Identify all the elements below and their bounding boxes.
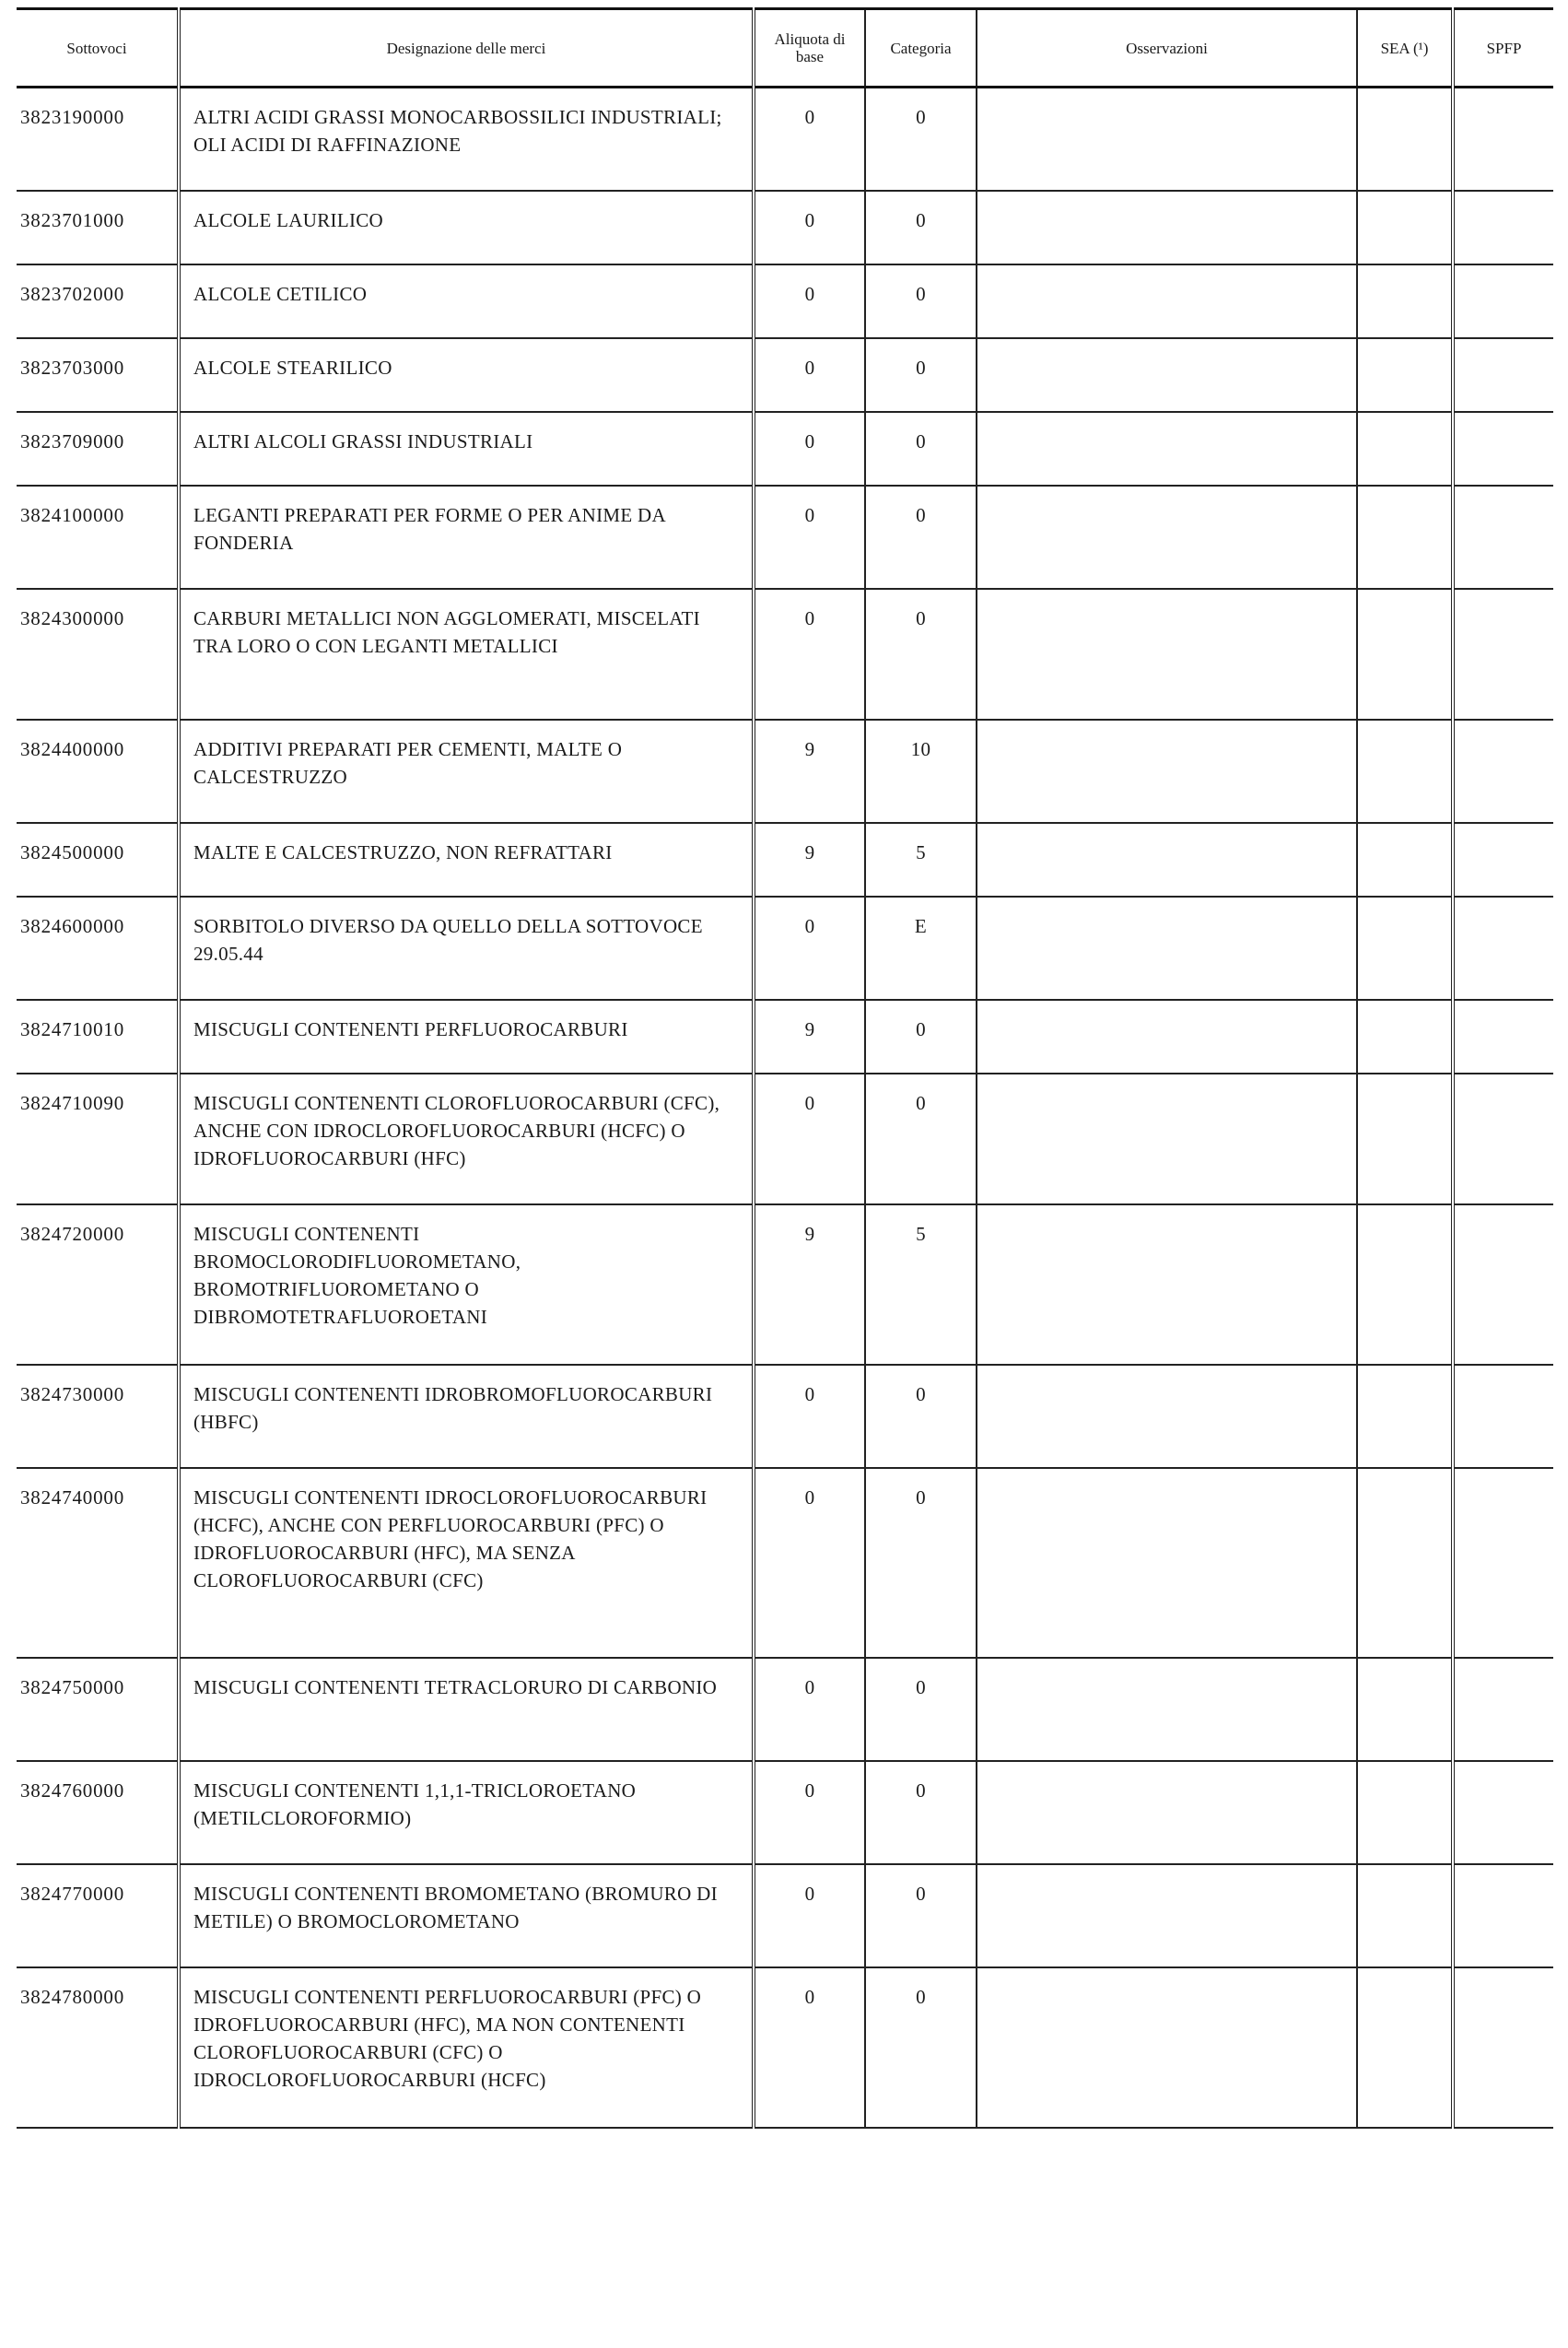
cell-category: 0 [865, 1468, 977, 1658]
cell-sea [1357, 1000, 1453, 1074]
table-body [17, 88, 1553, 2128]
cell-sea [1357, 1365, 1453, 1468]
cell-base-rate: 0 [754, 589, 865, 720]
cell-remarks [977, 1074, 1357, 1204]
cell-spfp [1453, 486, 1553, 589]
cell-spfp [1453, 1074, 1553, 1204]
cell-sea [1357, 897, 1453, 1000]
cell-spfp [1453, 1468, 1553, 1658]
cell-base-rate: 0 [754, 1468, 865, 1658]
cell-remarks [977, 1000, 1357, 1074]
cell-description: MISCUGLI CONTENENTI 1,1,1-TRICLOROETANO (METILCLOROFORMIO) [179, 1761, 754, 1864]
cell-spfp [1453, 897, 1553, 1000]
cell-code: 3824720000 [17, 1204, 179, 1365]
cell-remarks [977, 1468, 1357, 1658]
cell-category: 0 [865, 88, 977, 191]
table-row [17, 412, 1553, 486]
cell-code: 3823701000 [17, 191, 179, 264]
table-row [17, 1864, 1553, 1967]
cell-spfp [1453, 589, 1553, 720]
cell-base-rate: 0 [754, 1365, 865, 1468]
table-row [17, 720, 1553, 823]
cell-spfp [1453, 1761, 1553, 1864]
cell-base-rate: 9 [754, 1000, 865, 1074]
cell-description: MISCUGLI CONTENENTI PERFLUOROCARBURI [179, 1000, 754, 1074]
cell-base-rate: 0 [754, 1658, 865, 1761]
cell-code: 3823702000 [17, 264, 179, 338]
cell-sea [1357, 338, 1453, 412]
cell-remarks [977, 1365, 1357, 1468]
table-row [17, 1365, 1553, 1468]
cell-spfp [1453, 720, 1553, 823]
table-row [17, 486, 1553, 589]
cell-sea [1357, 264, 1453, 338]
cell-remarks [977, 1864, 1357, 1967]
cell-description: MISCUGLI CONTENENTI IDROBROMOFLUOROCARBURI (HBFC) [179, 1365, 754, 1468]
cell-base-rate: 0 [754, 338, 865, 412]
cell-spfp [1453, 412, 1553, 486]
cell-remarks [977, 589, 1357, 720]
cell-description: MISCUGLI CONTENENTI CLOROFLUOROCARBURI (CFC), ANCHE CON IDROCLOROFLUOROCARBURI (HCFC) O IDROFLUOROCARBURI (HFC) [179, 1074, 754, 1204]
cell-category: 0 [865, 1967, 977, 2128]
cell-remarks [977, 486, 1357, 589]
cell-category: 0 [865, 264, 977, 338]
cell-remarks [977, 191, 1357, 264]
cell-spfp [1453, 1967, 1553, 2128]
table-row [17, 1204, 1553, 1365]
table-row [17, 1761, 1553, 1864]
cell-category: 0 [865, 1864, 977, 1967]
cell-spfp [1453, 1204, 1553, 1365]
cell-description: ALTRI ALCOLI GRASSI INDUSTRIALI [179, 412, 754, 486]
cell-sea [1357, 412, 1453, 486]
header-remarks: Osservazioni [977, 9, 1357, 88]
cell-description: LEGANTI PREPARATI PER FORME O PER ANIME DA FONDERIA [179, 486, 754, 589]
cell-remarks [977, 1204, 1357, 1365]
cell-base-rate: 0 [754, 88, 865, 191]
table-row [17, 1074, 1553, 1204]
cell-base-rate: 0 [754, 1864, 865, 1967]
cell-description: CARBURI METALLICI NON AGGLOMERATI, MISCELATI TRA LORO O CON LEGANTI METALLICI [179, 589, 754, 720]
cell-base-rate: 0 [754, 486, 865, 589]
cell-remarks [977, 412, 1357, 486]
header-spfp: SPFP [1453, 9, 1553, 88]
cell-spfp [1453, 1658, 1553, 1761]
cell-code: 3824600000 [17, 897, 179, 1000]
cell-description: SORBITOLO DIVERSO DA QUELLO DELLA SOTTOVOCE 29.05.44 [179, 897, 754, 1000]
table-row [17, 1468, 1553, 1658]
header-description: Designazione delle merci [179, 9, 754, 88]
cell-description: MALTE E CALCESTRUZZO, NON REFRATTARI [179, 823, 754, 897]
cell-base-rate: 0 [754, 1761, 865, 1864]
cell-category: 0 [865, 1365, 977, 1468]
cell-category: 5 [865, 823, 977, 897]
cell-description: ALTRI ACIDI GRASSI MONOCARBOSSILICI INDUSTRIALI; OLI ACIDI DI RAFFINAZIONE [179, 88, 754, 191]
header-sea: SEA (¹) [1357, 9, 1453, 88]
cell-remarks [977, 1967, 1357, 2128]
cell-category: 0 [865, 1074, 977, 1204]
cell-code: 3824710090 [17, 1074, 179, 1204]
cell-sea [1357, 1074, 1453, 1204]
cell-sea [1357, 1967, 1453, 2128]
table-row [17, 823, 1553, 897]
cell-remarks [977, 897, 1357, 1000]
cell-code: 3824300000 [17, 589, 179, 720]
cell-base-rate: 0 [754, 412, 865, 486]
cell-category: 0 [865, 1658, 977, 1761]
cell-code: 3824770000 [17, 1864, 179, 1967]
cell-sea [1357, 720, 1453, 823]
table-row [17, 191, 1553, 264]
cell-category: 0 [865, 338, 977, 412]
cell-sea [1357, 1468, 1453, 1658]
cell-description: MISCUGLI CONTENENTI PERFLUOROCARBURI (PFC) O IDROFLUOROCARBURI (HFC), MA NON CONTENENTI CLOROFLUOROCARBURI (CFC) O IDROCLOROFLUOROCARBURI (HCFC) [179, 1967, 754, 2128]
table-row [17, 338, 1553, 412]
cell-code: 3824500000 [17, 823, 179, 897]
cell-description: MISCUGLI CONTENENTI IDROCLOROFLUOROCARBURI (HCFC), ANCHE CON PERFLUOROCARBURI (PFC) O IDROFLUOROCARBURI (HFC), MA SENZA CLOROFLUOROCARBURI (CFC) [179, 1468, 754, 1658]
cell-sea [1357, 486, 1453, 589]
cell-spfp [1453, 1000, 1553, 1074]
cell-code: 3823190000 [17, 88, 179, 191]
table-row [17, 1658, 1553, 1761]
cell-spfp [1453, 191, 1553, 264]
cell-description: MISCUGLI CONTENENTI BROMOMETANO (BROMURO DI METILE) O BROMOCLOROMETANO [179, 1864, 754, 1967]
cell-description: ALCOLE LAURILICO [179, 191, 754, 264]
cell-category: 10 [865, 720, 977, 823]
cell-sea [1357, 823, 1453, 897]
cell-spfp [1453, 1864, 1553, 1967]
table-row [17, 88, 1553, 191]
cell-remarks [977, 823, 1357, 897]
header-base-rate: Aliquota di base [754, 9, 865, 88]
cell-category: 0 [865, 412, 977, 486]
cell-base-rate: 9 [754, 823, 865, 897]
cell-code: 3824730000 [17, 1365, 179, 1468]
cell-remarks [977, 264, 1357, 338]
cell-code: 3824710010 [17, 1000, 179, 1074]
cell-category: 0 [865, 589, 977, 720]
cell-base-rate: 9 [754, 1204, 865, 1365]
table-row [17, 1000, 1553, 1074]
cell-sea [1357, 88, 1453, 191]
cell-spfp [1453, 1365, 1553, 1468]
cell-sea [1357, 191, 1453, 264]
cell-sea [1357, 1658, 1453, 1761]
cell-category: E [865, 897, 977, 1000]
cell-code: 3823709000 [17, 412, 179, 486]
cell-category: 0 [865, 1761, 977, 1864]
header-category: Categoria [865, 9, 977, 88]
cell-code: 3824100000 [17, 486, 179, 589]
cell-code: 3823703000 [17, 338, 179, 412]
cell-spfp [1453, 88, 1553, 191]
cell-description: MISCUGLI CONTENENTI BROMOCLORODIFLUOROMETANO, BROMOTRIFLUOROMETANO O DIBROMOTETRAFLUOROETANI [179, 1204, 754, 1365]
cell-code: 3824760000 [17, 1761, 179, 1864]
cell-category: 0 [865, 1000, 977, 1074]
cell-category: 5 [865, 1204, 977, 1365]
cell-description: MISCUGLI CONTENENTI TETRACLORURO DI CARBONIO [179, 1658, 754, 1761]
cell-sea [1357, 589, 1453, 720]
cell-base-rate: 9 [754, 720, 865, 823]
cell-sea [1357, 1204, 1453, 1365]
header-code: Sottovoci [17, 9, 179, 88]
tariff-table [17, 7, 1553, 2129]
cell-base-rate: 0 [754, 191, 865, 264]
cell-sea [1357, 1761, 1453, 1864]
cell-spfp [1453, 823, 1553, 897]
cell-category: 0 [865, 486, 977, 589]
cell-code: 3824740000 [17, 1468, 179, 1658]
cell-base-rate: 0 [754, 1967, 865, 2128]
cell-remarks [977, 1658, 1357, 1761]
cell-remarks [977, 88, 1357, 191]
cell-base-rate: 0 [754, 897, 865, 1000]
cell-base-rate: 0 [754, 1074, 865, 1204]
cell-description: ADDITIVI PREPARATI PER CEMENTI, MALTE O CALCESTRUZZO [179, 720, 754, 823]
cell-code: 3824750000 [17, 1658, 179, 1761]
cell-sea [1357, 1864, 1453, 1967]
table-row [17, 897, 1553, 1000]
cell-spfp [1453, 264, 1553, 338]
cell-code: 3824780000 [17, 1967, 179, 2128]
cell-spfp [1453, 338, 1553, 412]
table-row [17, 589, 1553, 720]
cell-description: ALCOLE CETILICO [179, 264, 754, 338]
header-row [17, 9, 1553, 88]
cell-category: 0 [865, 191, 977, 264]
cell-remarks [977, 1761, 1357, 1864]
cell-description: ALCOLE STEARILICO [179, 338, 754, 412]
cell-remarks [977, 720, 1357, 823]
cell-code: 3824400000 [17, 720, 179, 823]
table-row [17, 264, 1553, 338]
table-row [17, 1967, 1553, 2128]
cell-remarks [977, 338, 1357, 412]
cell-base-rate: 0 [754, 264, 865, 338]
